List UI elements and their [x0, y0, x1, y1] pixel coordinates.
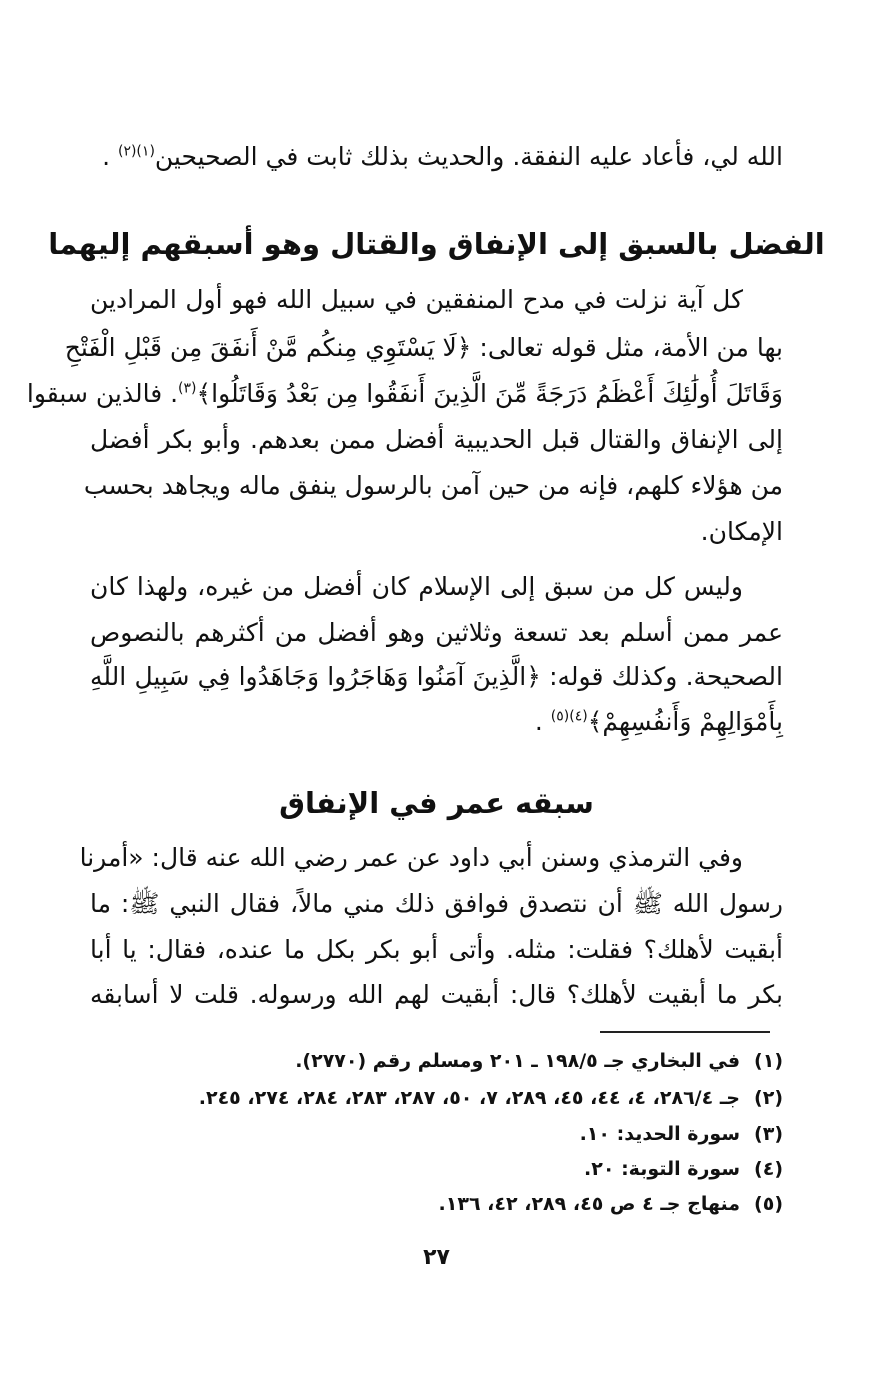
paragraph-line: [26, 374, 783, 414]
paragraph-line: الإمكان.: [700, 517, 783, 546]
footnote-text: في البخاري جـ ١٩٨/٥ ـ ٢٠١ ومسلم رقم (٢٧٧٠).: [295, 1050, 741, 1072]
page-number: ٢٧: [423, 1245, 450, 1270]
footnote-ref: (٣): [178, 380, 197, 397]
paragraph-line: عمر ممن أسلم بعد تسعة وثلاثين وهو أفضل من أكثرهم بالنصوص: [90, 618, 783, 647]
footnote-text: منهاج جـ ٤ ص ٤٥، ٢٨٩، ٤٢، ١٣٦.: [438, 1193, 741, 1215]
section-heading-2: سبقه عمر في الإنفاق: [279, 786, 594, 820]
footnote-separator: [600, 1031, 770, 1033]
footnote-number: (٥): [754, 1193, 783, 1215]
footnote-number: (٣): [754, 1123, 783, 1145]
paragraph-line: وفي الترمذي وسنن أبي داود عن عمر رضي الله عنه قال: «أمرنا: [79, 843, 743, 872]
footnote-refs: (١)(٢): [117, 143, 155, 160]
footnote: [83, 1083, 783, 1113]
paragraph-line: من هؤلاء كلهم، فإنه من حين آمن بالرسول ينفق ماله ويجاهد بحسب: [83, 471, 783, 500]
text-run: الله لي، فأعاد عليه النفقة. والحديث بذلك ثابت في الصحيحين: [154, 142, 783, 171]
footnote: [83, 1189, 783, 1219]
footnote-text: سورة الحديد: ١٠.: [579, 1123, 741, 1145]
footnote-number: (٤): [754, 1158, 783, 1180]
text-run: . فالذين سبقوا: [26, 379, 179, 408]
footnote-number: (١): [754, 1050, 783, 1072]
footnote: [83, 1046, 783, 1076]
quran-verse: وَقَاتَلَ أُولَٰئِكَ أَعْظَمُ دَرَجَةً مِّنَ الَّذِينَ أَنفَقُوا مِن بَعْدُ وَقَاتَلُوا﴾: [196, 379, 783, 408]
footnote: [83, 1119, 783, 1149]
paragraph-line: بكر ما أبقيت لأهلك؟ قال: أبقيت لهم الله ورسوله. قلت لا أسابقه: [90, 980, 783, 1009]
paragraph-line: كل آية نزلت في مدح المنفقين في سبيل الله فهو أول المرادين: [90, 285, 743, 314]
text-line-continuation: [90, 137, 783, 177]
paragraph-line: وليس كل من سبق إلى الإسلام كان أفضل من غيره، ولهذا كان: [90, 572, 743, 601]
footnote-number: (٢): [754, 1087, 783, 1109]
footnote-text: جـ ٢٨٦/٤، ٤، ٤٤، ٤٥، ٢٨٩، ٧، ٥٠، ٢٨٧، ٢٨٣، ٢٨٤، ٢٧٤، ٢٤٥.: [198, 1087, 741, 1109]
text-run: .: [534, 707, 551, 736]
text-run: .: [102, 142, 118, 171]
footnote-refs: (٤)(٥): [550, 708, 588, 725]
paragraph-line: بها من الأمة، مثل قوله تعالى: ﴿لَا يَسْتَوِي مِنكُم مَّنْ أَنفَقَ مِن قَبْلِ الْفَتْحِ: [64, 333, 783, 362]
quran-verse: بِأَمْوَالِهِمْ وَأَنفُسِهِمْ﴾: [587, 707, 783, 736]
paragraph-line: [90, 702, 783, 742]
paragraph-line: أبقيت لأهلك؟ فقلت: مثله. وأتى أبو بكر بكل ما عنده، فقال: يا أبا: [90, 935, 783, 964]
section-heading-1: الفضل بالسبق إلى الإنفاق والقتال وهو أسبقهم إليهما: [48, 227, 825, 261]
paragraph-line: إلى الإنفاق والقتال قبل الحديبية أفضل ممن بعدهم. وأبو بكر أفضل: [90, 425, 783, 454]
footnote-text: سورة التوبة: ٢٠.: [584, 1158, 741, 1180]
paragraph-line: الصحيحة. وكذلك قوله: ﴿الَّذِينَ آمَنُوا وَهَاجَرُوا وَجَاهَدُوا فِي سَبِيلِ اللَّهِ: [90, 662, 783, 691]
paragraph-line: رسول الله ﷺ أن نتصدق فوافق ذلك مني مالاً، فقال النبي ﷺ: ما: [90, 889, 783, 918]
footnote: [83, 1154, 783, 1184]
